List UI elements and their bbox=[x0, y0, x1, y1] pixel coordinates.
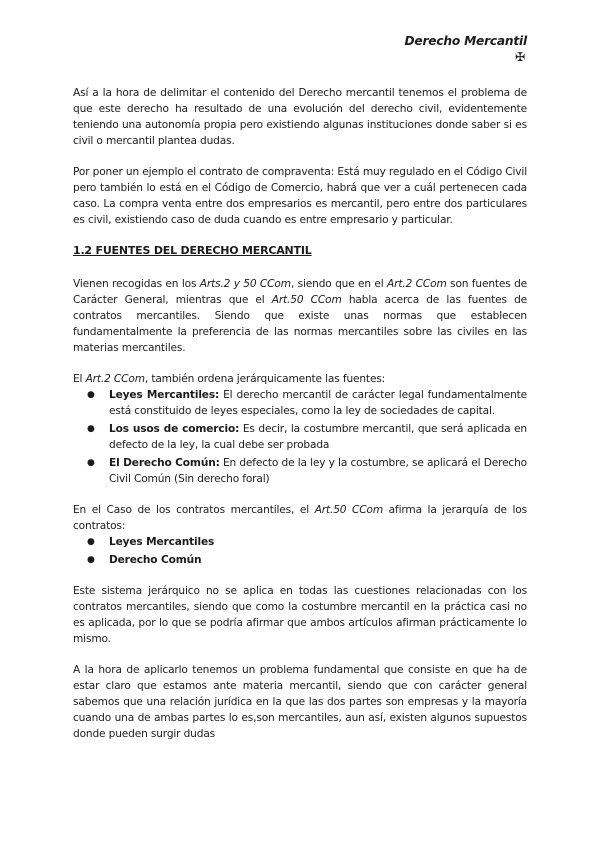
bullet-icon: ● bbox=[87, 555, 95, 565]
paragraph-aplicacion: A la hora de aplicarlo tenemos un problema fundamental que consiste en que ha de estar claro que estamos ante materia mercantil, siendo que con carácter general sabemos que una relación jurídica en la que las dos partes son empresas y la mayoría cuando una de ambas partes lo es,son mercantiles, aun así, existen algunos supuestos donde pueden surgir dudas bbox=[73, 664, 527, 740]
sources-list bbox=[73, 387, 527, 487]
section-heading: 1.2 FUENTES DEL DERECHO MERCANTIL bbox=[73, 244, 312, 257]
contracts-list bbox=[73, 534, 527, 568]
bullet-icon: ● bbox=[87, 424, 95, 434]
cross-icon: ✠ bbox=[515, 50, 525, 64]
paragraph-fuentes: Vienen recogidas en los Arts.2 y 50 CCom, siendo que en el Art.2 CCom son fuentes de Carácter General, mientras que el Art.50 CCom habla acerca de las fuentes de contratos mercantiles. Siendo que existe unas normas que establecen fundamentalmente la preferencia de las normas mercantiles sobre las civiles en las materias mercantiles. bbox=[73, 278, 528, 354]
list-item: ● Derecho Común bbox=[87, 554, 202, 566]
document-body bbox=[73, 85, 527, 742]
list-item: ● Leyes Mercantiles bbox=[87, 536, 215, 548]
list-item: ● Leyes Mercantiles: El derecho mercantil de carácter legal fundamentalmente está constituido de leyes especiales, como la ley de sociedades de capital. bbox=[87, 389, 528, 417]
header-title: Derecho Mercantil bbox=[404, 34, 527, 48]
paragraph-intro: Así a la hora de delimitar el contenido del Derecho mercantil tenemos el problema de que este derecho ha resultado de una evolución del derecho civil, evidentemente teniendo una autonomía propia pero existiendo algunas instituciones donde saber si es civil o mercantil plantea dudas. bbox=[73, 87, 527, 147]
bullet-icon: ● bbox=[87, 390, 95, 400]
paragraph-jerarquico: Este sistema jerárquico no se aplica en todas las cuestiones relacionadas con los contratos mercantiles, siendo que como la costumbre mercantil en la práctica casi no es aplicada, por lo que se podría afirmar que ambos artículos afirman prácticamente lo mismo. bbox=[73, 585, 527, 645]
bullet-icon: ● bbox=[87, 458, 95, 468]
list-item: ● El Derecho Común: En defecto de la ley y la costumbre, se aplicará el Derecho Civil Común (Sin derecho foral) bbox=[87, 457, 528, 485]
paragraph-art2: El Art.2 CCom, también ordena jerárquicamente las fuentes: bbox=[73, 373, 386, 385]
page-header bbox=[405, 34, 528, 64]
paragraph-compraventa: Por poner un ejemplo el contrato de compraventa: Está muy regulado en el Código Civil pero también lo está en el Código de Comercio, habrá que ver a cuál pertenecen cada caso. La compra venta entre dos empresarios es mercantil, pero entre dos particulares es civil, existiendo caso de duda cuando es entre empresario y particular. bbox=[73, 166, 528, 226]
paragraph-art50: En el Caso de los contratos mercantiles, el Art.50 CCom afirma la jerarquía de los contratos: bbox=[73, 504, 528, 532]
bullet-icon: ● bbox=[87, 537, 95, 547]
list-item: ● Los usos de comercio: Es decir, la costumbre mercantil, que será aplicada en defecto de la ley, la cual debe ser probada bbox=[87, 423, 527, 451]
